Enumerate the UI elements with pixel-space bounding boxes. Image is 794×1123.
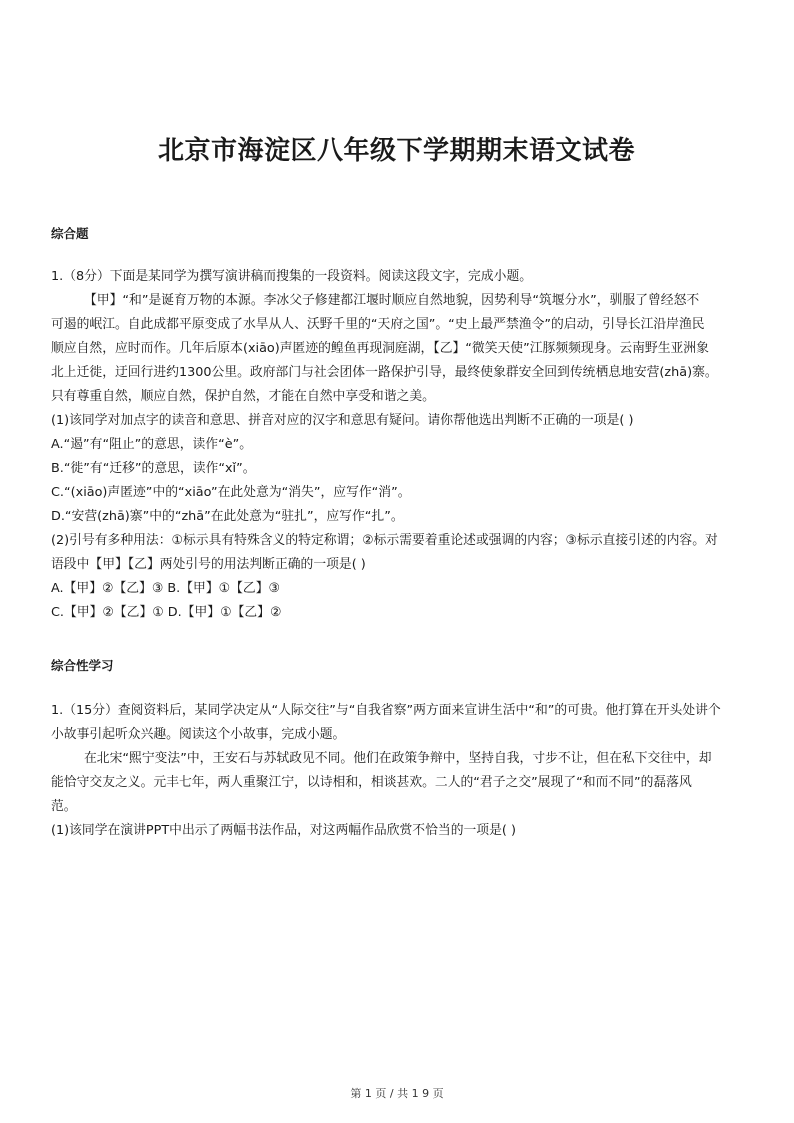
story-line: 能恰守交友之义。元丰七年，两人重聚江宁，以诗相和，相谈甚欢。二人的“君子之交”展现了“和而不同”的磊落风 (51, 775, 692, 790)
subquestion-2-cont: 语段中【甲】【乙】两处引号的用法判断正确的一项是( ) (51, 557, 366, 572)
passage-line: 可遏的岷江。自此成都平原变成了水旱从人、沃野千里的“天府之国”。“史上最严禁渔令”的启动，引导长江沿岸渔民 (51, 317, 705, 332)
subquestion-1: (1)该同学对加点字的读音和意思、拼音对应的汉字和意思有疑问。请你帮他选出判断不正确的一项是( ) (51, 413, 634, 428)
question-intro: 1.（8分）下面是某同学为撰写演讲稿而搜集的一段资料。阅读这段文字，完成小题。 (51, 269, 533, 284)
options-ab[interactable]: A.【甲】②【乙】③ B.【甲】①【乙】③ (51, 581, 280, 596)
page-footer: 第 1 页 / 共 1 9 页 (350, 1087, 444, 1100)
passage-line: 顺应自然，应时而作。几年后原本(xiāo)声匿迹的鳇鱼再现洞庭湖，【乙】“微笑天使”江豚频频现身。云南野生亚洲象 (51, 341, 709, 356)
subquestion-2: (2)引号有多种用法：①标示具有特殊含义的特定称谓；②标示需要着重论述或强调的内容；③标示直接引述的内容。对 (51, 533, 718, 548)
options-cd[interactable]: C.【甲】②【乙】① D.【甲】①【乙】② (51, 605, 282, 620)
section-heading-comprehensive: 综合题 (51, 226, 89, 241)
question-intro: 1.（15分）查阅资料后，某同学决定从“人际交往”与“自我省察”两方面来宣讲生活中“和”的可贵。他打算在开头处讲个 (51, 703, 721, 718)
option-b[interactable]: B.“徙”有“迁移”的意思，读作“xǐ”。 (51, 461, 256, 476)
passage-line: 【甲】“和”是诞育万物的本源。李冰父子修建都江堰时顺应自然地貌，因势利导“筑堰分水”，驯服了曾经怒不 (84, 293, 700, 308)
story-line: 在北宋“熙宁变法”中，王安石与苏轼政见不同。他们在政策争辩中，坚持自我，寸步不让，但在私下交往中，却 (84, 751, 712, 766)
story-line: 范。 (51, 799, 77, 814)
page-title: 北京市海淀区八年级下学期期末语文试卷 (158, 136, 636, 166)
question-intro-cont: 小故事引起听众兴趣。阅读这个小故事，完成小题。 (51, 727, 346, 742)
section-heading-integrated-learning: 综合性学习 (51, 658, 114, 673)
passage-line: 北上迁徙，迂回行进约1300公里。政府部门与社会团体一路保护引导，最终使象群安全回到传统栖息地安营(zhā)寨。 (51, 365, 718, 380)
option-c[interactable]: C.“(xiāo)声匿迹”中的“xiāo”在此处意为“消失”，应写作“消”。 (51, 485, 411, 500)
option-d[interactable]: D.“安营(zhā)寨”中的“zhā”在此处意为“驻扎”，应写作“扎”。 (51, 509, 404, 524)
subquestion-1: (1)该同学在演讲PPT中出示了两幅书法作品，对这两幅作品欣赏不恰当的一项是( ) (51, 823, 516, 838)
option-a[interactable]: A.“遏”有“阻止”的意思，读作“è”。 (51, 437, 253, 452)
passage-line: 只有尊重自然，顺应自然，保护自然，才能在自然中享受和谐之美。 (51, 389, 435, 404)
